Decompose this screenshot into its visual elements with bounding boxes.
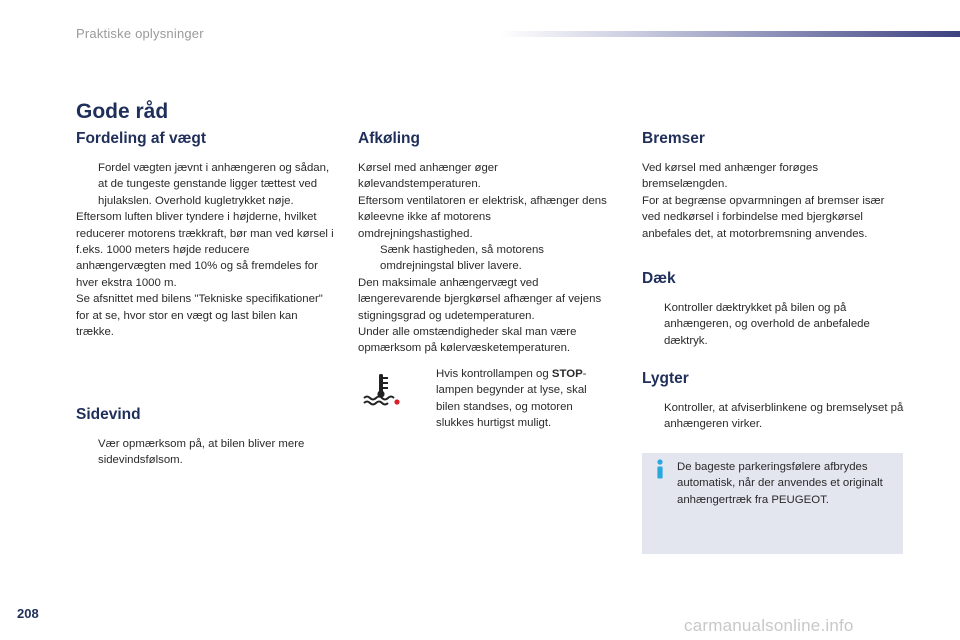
crosswind-bullet-text: Vær opmærksom på, at bilen bliver mere sidevindsfølsom. bbox=[98, 438, 305, 467]
info-icon bbox=[654, 459, 666, 479]
column-lights bbox=[642, 370, 904, 433]
stop-label: STOP bbox=[551, 368, 583, 380]
watermark: carmanualsonline.info bbox=[684, 616, 854, 635]
weight-bullet-text: Fordel vægten jævnt i anhængeren og sådan, at de tungeste genstande ligger tættest ved hjulakslen. Overhold kugletrykket nøje. bbox=[98, 162, 330, 207]
tyres-bullet-text: Kontroller dæktrykket på bilen og på anhængeren, og overhold de anbefalede dæktryk. bbox=[664, 302, 870, 347]
lights-heading: Lygter bbox=[642, 370, 689, 387]
weight-bullet bbox=[76, 160, 336, 209]
info-text: De bageste parkeringsfølere afbrydes automatisk, når der anvendes et originalt anhængertræk fra PEUGEOT. bbox=[677, 461, 883, 506]
stop-warning-note bbox=[414, 366, 604, 432]
crosswind-heading: Sidevind bbox=[76, 406, 141, 423]
page-number: 208 bbox=[17, 606, 39, 621]
cooling-body-1: Kørsel med anhænger øger kølevandstemperaturen. bbox=[358, 162, 498, 191]
brakes-body-2: For at begrænse opvarmningen af bremser især ved nedkørsel i forbindelse med bjergkørsel anbefales det, at motorbremsning anvendes. bbox=[642, 194, 885, 240]
column-cooling bbox=[358, 130, 608, 357]
column-weight-distribution bbox=[76, 130, 336, 340]
cooling-heading: Afkøling bbox=[358, 130, 420, 147]
weight-body: Eftersom luften bliver tyndere i højderne, hvilket reducerer motorens trækkraft, bør man ved kørsel i f.eks. 1000 meters højde reducere anhængervægten med 10% og så fremdeles for hver ekstra 1000 m. bbox=[76, 211, 334, 289]
column-tyres bbox=[642, 270, 904, 349]
lights-bullet bbox=[642, 400, 904, 433]
weight-heading: Fordeling af vægt bbox=[76, 130, 207, 147]
section-label: Praktiske oplysninger bbox=[76, 26, 204, 41]
column-brakes bbox=[642, 130, 904, 242]
brakes-body-1: Ved kørsel med anhænger forøges bremselængden. bbox=[642, 162, 819, 191]
stop-warning-bullet bbox=[414, 366, 604, 432]
coolant-temperature-warning-icon bbox=[362, 372, 402, 408]
cooling-bullet-text: Sænk hastigheden, så motorens omdrejningstal bliver lavere. bbox=[380, 244, 544, 273]
cooling-body-2: Eftersom ventilatoren er elektrisk, afhænger dens køleevne ikke af motorens omdrejningshastighed. bbox=[358, 194, 607, 240]
weight-body-2: Se afsnittet med bilens "Tekniske specifikationer" for at se, hvor stor en vægt og last bilen kan trække. bbox=[76, 293, 323, 339]
stop-warning-post: -lampen begynder at lyse, skal bilen standses, og motoren slukkes hurtigst muligt. bbox=[436, 368, 587, 430]
page-title: Gode råd bbox=[76, 100, 169, 123]
tyres-bullet bbox=[642, 300, 904, 349]
cooling-body-3: Den maksimale anhængervægt ved længerevarende bjergkørsel afhænger af vejens stigningsgrad og udetemperaturen. bbox=[358, 276, 602, 322]
cooling-bullet bbox=[358, 242, 608, 275]
header-gradient-bar bbox=[500, 31, 960, 37]
crosswind-bullet bbox=[76, 436, 336, 469]
info-box bbox=[642, 453, 903, 554]
brakes-heading: Bremser bbox=[642, 130, 705, 147]
lights-bullet-text: Kontroller, at afviserblinkene og bremselyset på anhængeren virker. bbox=[664, 402, 904, 431]
tyres-heading: Dæk bbox=[642, 270, 676, 287]
cooling-body-4: Under alle omstændigheder skal man være opmærksom på kølervæsketemperaturen. bbox=[358, 326, 577, 355]
stop-warning-pre: Hvis kontrollampen og bbox=[436, 368, 552, 380]
column-crosswind bbox=[76, 406, 336, 469]
